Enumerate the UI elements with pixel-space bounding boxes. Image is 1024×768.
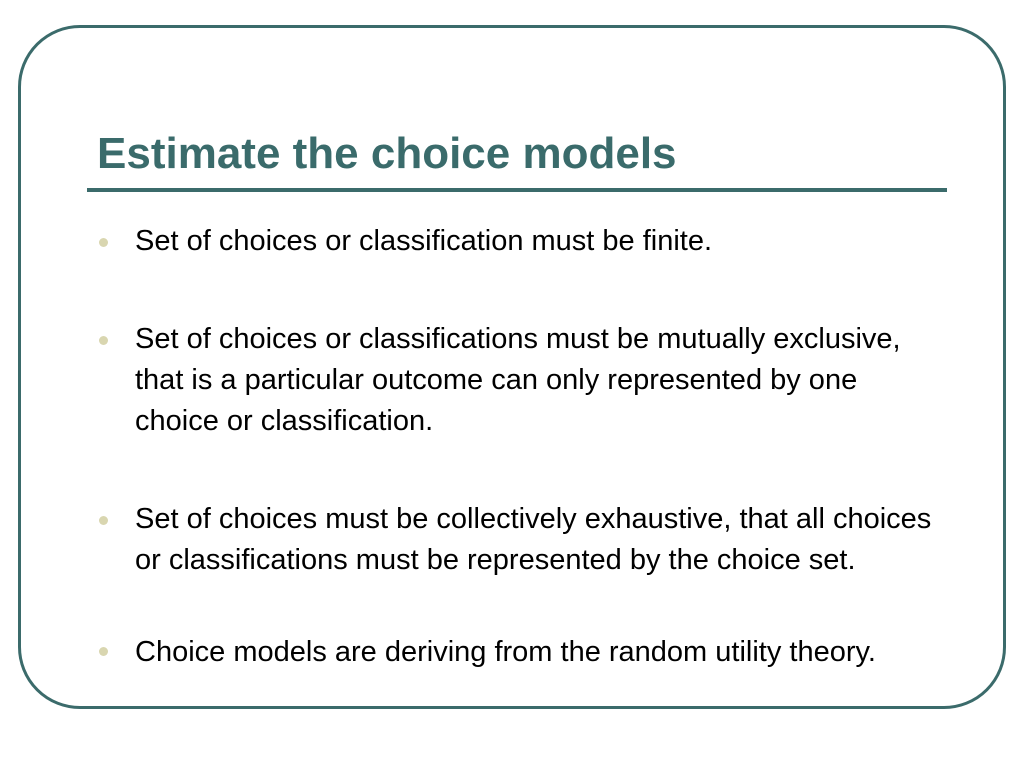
title-underline [87, 188, 947, 192]
bullet-dot-icon [99, 336, 108, 345]
slide-title: Estimate the choice models [97, 129, 677, 178]
bullet-text: Set of choices or classifications must be mutually exclusive, that is a particular outcome can only represented by one choice or classification. [135, 323, 901, 437]
bullet-text: Set of choices must be collectively exhaustive, that all choices or classifications must be represented by the choice set. [135, 503, 932, 576]
bullet-text: Set of choices or classification must be finite. [135, 225, 713, 257]
bullet-dot-icon [99, 647, 108, 656]
bullet-text: Choice models are deriving from the random utility theory. [135, 636, 876, 668]
bullet-dot-icon [99, 516, 108, 525]
bullet-dot-icon [99, 238, 108, 247]
